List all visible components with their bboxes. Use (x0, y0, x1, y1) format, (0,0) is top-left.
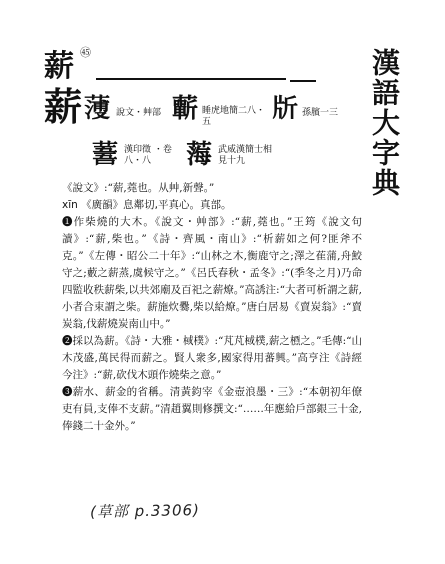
header-rule-short (290, 80, 316, 82)
handwritten-note: (草部 p.3306) (89, 501, 201, 521)
variant-label-5: 武威漢簡士相見十九 (218, 145, 273, 167)
variant-label-3: 孫臏一三 (302, 108, 339, 118)
header-rule (96, 78, 286, 80)
variant-glyph-3: 𣂔 (272, 94, 299, 124)
entry-body (62, 180, 362, 435)
variant-glyph-2: 蘄 (172, 94, 199, 124)
dictionary-title: 漢語大字典 (368, 48, 401, 198)
variant-glyph-4: 𦸭 (92, 140, 119, 170)
etymology-paragraph: 《說文》:“薪,蕘也。从艸,新聲。” (62, 182, 215, 194)
definition-2: ❷採以為薪。《詩・大雅・棫樸》:“芃芃棫樸,薪之槱之。”毛傳:“山木茂盛,萬民得而薪之。賢人衆多,國家得用蕃興。”高亨注《詩經今注》:“薪,砍伐木頭作燒柴之意。” (62, 335, 362, 381)
variant-label-1: 說文・艸部 (116, 108, 162, 118)
definition-1: ❶作柴燒的大木。《說文・艸部》:“薪,蕘也。”王筠《說文句讀》:“薪,柴也。”《詩・齊風・南山》:“析薪如之何?匪斧不克。”《左傳・昭公二十年》:“山林之木,衡鹿守之;澤之萑蒲,舟鮫守之;藪之薪蒸,虞候守之。”《呂氏春秋・孟冬》:“(季冬之月)乃命四監收秩薪柴,以共郊廟及百祀之薪燎。”高誘注:“大者可析謂之薪,小者合束謂之柴。薪施炊爨,柴以給燎。”唐白居易《賣炭翁》:“賣炭翁,伐薪燒炭南山中。” (62, 216, 362, 330)
variant-glyph-5: 𦷫 (186, 140, 213, 170)
variant-label-4: 漢印徵 ・卷八・八 (124, 145, 172, 167)
variant-label-2: 睡虎地簡二八・五 (202, 106, 266, 128)
head-mark: ㊺ (80, 46, 91, 59)
pronunciation-line: xīn 《廣韻》息鄰切,平真心。真部。 (62, 199, 232, 211)
definition-3: ❸薪水、薪金的省稱。清黃鈞宰《金壺浪墨・三》:“本朝初年僚吏有員,支俸不支薪。”清趙翼則修撰文:“……年應給戶部銀三十金,俸錢二十金外。” (62, 386, 362, 432)
variant-glyph-1: 𦻈 (84, 94, 111, 124)
head-character: 薪 (44, 49, 74, 84)
large-character: 薪 (44, 84, 83, 129)
